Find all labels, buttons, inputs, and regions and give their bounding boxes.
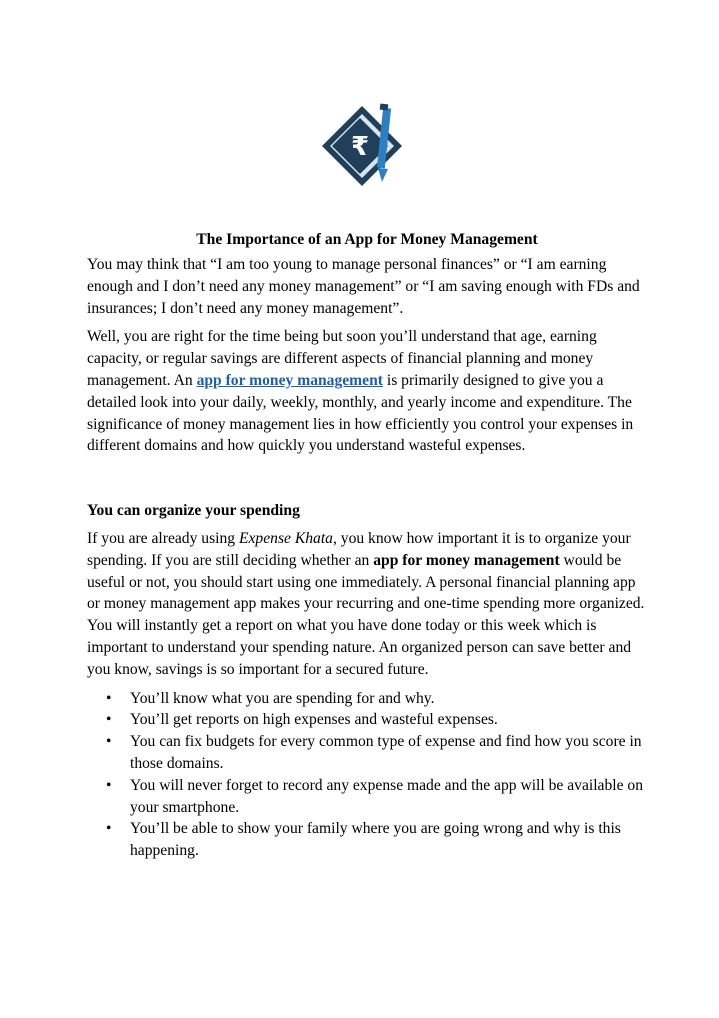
rupee-book-pencil-logo-icon [316,100,408,192]
list-item [87,731,647,775]
bullet-icon: • [106,711,112,729]
bullet-icon: • [106,689,112,707]
paragraph-2-text-b: is primarily designed to give you a detailed look into your daily, weekly, monthly, and yearly income and expenditure. The significance of money management lies in how efficiently you control your expenses in different domains and how quickly you understand wasteful expenses. [87,371,634,455]
list-item-text: You’ll know what you are spending for and why. [130,689,435,707]
list-item [87,775,647,819]
expense-khata-italic: Expense Khata [238,529,333,547]
paragraph-3-text-b: , you know how important it is to organize your spending. If you are still deciding whether an [87,529,631,569]
list-item [87,688,647,710]
section-heading: You can organize your spending [87,502,300,520]
list-item-text: You’ll be able to show your family where you are going wrong and why is this happening. [130,820,621,860]
paragraph-3 [87,528,647,681]
document-body [87,228,647,862]
paragraph-2 [87,326,647,457]
benefits-list [87,688,647,862]
list-item-text: You’ll get reports on high expenses and wasteful expenses. [130,711,498,729]
paragraph-3-text-c: would be useful or not, you should start using one immediately. A personal financial planning app or money management app makes your recurring and one-time spending more organized. You will instantly get a report on what you have done today or this week which is important to understand your spending nature. An organized person can save better and you know, savings is so important for a secured future. [87,551,645,678]
paragraph-2-text-a: Well, you are right for the time being but soon you’ll understand that age, earning capacity, or regular savings are different aspects of financial planning and money management. An [87,328,597,389]
bullet-icon: • [106,776,112,794]
bullet-icon: • [106,820,112,838]
app-for-money-management-bold: app for money management [373,551,560,569]
paragraph-3-text-a: If you are already using [87,529,239,547]
list-item-text: You can fix budgets for every common type of expense and find how you score in those domains. [130,733,642,772]
app-for-money-management-link[interactable]: app for money management [196,371,383,389]
list-item [87,818,647,862]
intro-paragraph: You may think that “I am too young to manage personal finances” or “I am earning enough and I don’t need any money management” or “I am saving enough with FDs and insurances; I don’t need any money management”. [87,256,640,317]
document-title: The Importance of an App for Money Management [196,231,538,248]
rupee-symbol: ₹ [350,132,370,162]
bullet-icon: • [106,733,112,751]
list-item [87,709,647,731]
list-item-text: You will never forget to record any expense made and the app will be available on your smartphone. [130,776,643,816]
